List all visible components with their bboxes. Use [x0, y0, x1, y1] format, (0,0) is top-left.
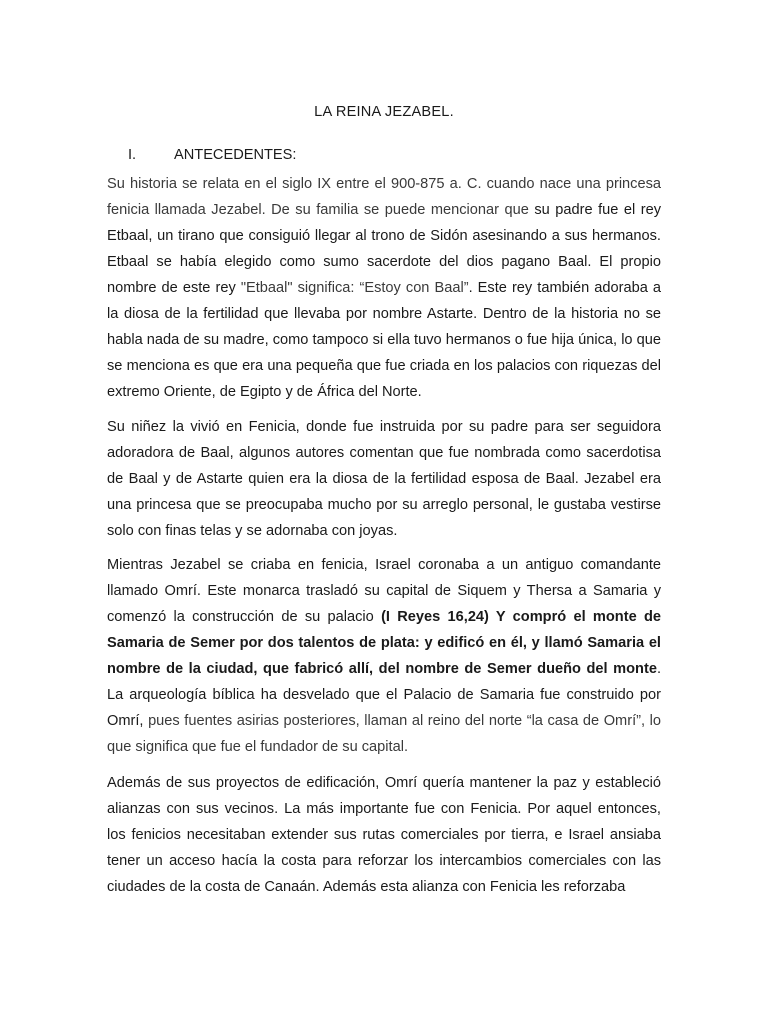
section-heading [128, 147, 296, 163]
document-title: LA REINA JEZABEL. [314, 104, 454, 120]
paragraph-3-middle: . La arqueología bíblica ha desvelado que el Palacio de Samaria fue construido por Omrí, [107, 661, 661, 729]
paragraph-1-quote: "Etbaal" significa: “Estoy con Baal” [240, 280, 469, 296]
paragraph-4-text: Además de sus proyectos de edificación, Omrí quería mantener la paz y estableció alianzas con sus vecinos. La más importante fue con Fenicia. Por aquel entonces, los fenicios necesitaban extender sus rutas comerciales por tierra, e Israel ansiaba tener un acceso hacía la costa para reforzar los intercambios comerciales con las ciudades de la costa de Canaán. Además esta alianza con Fenicia les reforzaba [107, 775, 661, 895]
paragraph-3 [107, 552, 661, 760]
paragraph-1 [107, 171, 661, 405]
paragraph-2-text: Su niñez la vivió en Fenicia, donde fue instruida por su padre para ser seguidora adoradora de Baal, algunos autores comentan que fue nombrada como sacerdotisa de Baal y de Astarte quien era la diosa de la fertilidad esposa de Baal. Jezabel era una princesa que se preocupaba mucho por su arreglo personal, le gustaba vestirse solo con finas telas y se adornaba con joyas. [107, 419, 661, 539]
paragraph-3-intro: Mientras Jezabel se criaba en fenicia, Israel coronaba a un antiguo comandante llamado Omrí. Este monarca trasladó su capital de Siquem y Thersa a Samaria y comenzó la construcción de su palacio [107, 557, 661, 625]
paragraph-3-end: pues fuentes asirias posteriores, llaman al reino del norte “la casa de Omrí”, lo que significa que fue el fundador de su capital. [107, 713, 661, 755]
section-label: ANTECEDENTES: [174, 147, 297, 163]
paragraph-4-clip [107, 770, 661, 896]
paragraph-2 [107, 414, 661, 544]
section-number: I. [128, 147, 137, 163]
paragraph-1-body: su padre fue el rey Etbaal, un tirano que consiguió llegar al trono de Sidón asesinando a sus hermanos. Etbaal se había elegido como sumo sacerdote del dios pagano Baal. El propio nombre de este rey [107, 202, 661, 296]
bible-quote: (I Reyes 16,24) Y compró el monte de Samaria de Semer por dos talentos de plata: y edificó en él, y llamó Samaria el nombre de la ciudad, que fabricó allí, del nombre de Semer dueño del monte [107, 609, 661, 677]
paragraph-1-intro: Su historia se relata en el siglo IX entre el 900-875 a. C. cuando nace una princesa fenicia llamada Jezabel. De su familia se puede mencionar que [107, 176, 661, 218]
paragraph-1-end: . Este rey también adoraba a la diosa de la fertilidad que llevaba por nombre Astarte. Dentro de la historia no se habla nada de su madre, como tampoco si ella tuvo hermanos o fue hija única, lo que se menciona es que era una pequeña que fue criada en los palacios con riquezas del extremo Oriente, de Egipto y de África del Norte. [107, 280, 661, 400]
paragraph-4 [107, 770, 661, 896]
